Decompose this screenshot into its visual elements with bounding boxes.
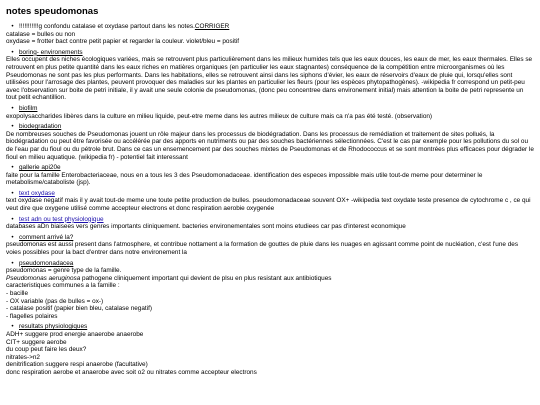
note-section: [6, 49, 534, 102]
section-title: biofilm: [19, 104, 38, 112]
section-line: donc respiration aerobe et anaerobe avec soit o2 ou nitrates comme accepteur electrons: [6, 368, 257, 376]
section-body: [6, 31, 534, 46]
section-title: resultats physiologiques: [19, 323, 88, 331]
note-section: [6, 23, 534, 46]
note-section: [6, 164, 534, 187]
section-line: text oxydase negatif mais il y avait tout-de meme une toute petite production de bulles. pseudomonadaceae souvent OX+ -wikipedia text oxydate teste presence de cytochrome c , ce qui veut dire que oxygene utilisé comme accepteur electrons et donc respiration aerobie oxygenée: [6, 197, 531, 213]
section-line: nitrates->n2: [6, 353, 40, 361]
section-body: [6, 223, 534, 231]
bullet-icon: •: [11, 189, 14, 197]
section-line: - flagelles polaires: [6, 312, 58, 320]
note-section: [6, 123, 534, 161]
section-line: CIT+ suggere aerobe: [6, 338, 67, 346]
section-title: comment arrivé la?: [19, 233, 74, 241]
section-body: [6, 56, 534, 102]
section-line: du coup peut faire les deux?: [6, 346, 87, 354]
section-body: [6, 131, 534, 161]
bullet-icon: •: [11, 104, 14, 112]
section-line: oxydase = frotter bact contre petit papier et regarder la couleur. violet/bleu = positif: [6, 38, 240, 46]
section-title: gallerie api20e: [19, 164, 61, 172]
note-section: [6, 234, 534, 257]
section-title: biodegradation: [19, 123, 62, 131]
bullet-icon: •: [11, 48, 14, 56]
section-heading: [6, 216, 534, 224]
section-title: !!!!!!!!!!!g confondu catalase et oxydase partout dans les notes.: [19, 23, 195, 30]
section-line: De nombreuses souches de Pseudomonas jouent un rôle majeur dans les processus de biodégradation. Dans les processus de remédiation et traitement de sites pollués, la biodégradation ou peut être favorisée ou accélérée par des apports en nutriments ou par des souches bactériennes sélectionnées. C'est le cas par exemple pour les pollutions du sol ou de l'eau par du fioul ou du pétrole brut. Dans ce cas un ensemencement par des souches mixtes de Pseudomonas et de Rhodococcus et se sont montrées plus efficaces pour dégrader le fioul en milieu aquatique. (wikipedia fr) - potentiel fait interessant: [6, 130, 534, 161]
bullet-icon: •: [11, 215, 14, 223]
section-body: [6, 267, 534, 320]
section-line: - bacille: [6, 290, 29, 297]
section-heading: [6, 323, 534, 331]
bullet-icon: •: [11, 323, 14, 331]
section-body: [6, 113, 534, 121]
bullet-icon: •: [11, 23, 14, 30]
note-section: [6, 216, 534, 231]
section-line: exopolysaccharides libères dans la culture en milieu liquide, peut-etre meme dans les autres milieux de culture mais ca n'a pas été testé. (observation): [6, 112, 433, 120]
section-line: pseudomonas est aussi present dans l'atmosphere, et contribue nottament a la formation de gouttes de pluie dans les nuages en agissant comme point de nucléation, c'est l'une des voies possibles pour la bact d'entrer dans notre environement la: [6, 241, 519, 257]
note-section: [6, 190, 534, 213]
section-title[interactable]: test adn ou test physiologique: [19, 215, 104, 223]
section-title[interactable]: text oxydase: [19, 189, 55, 197]
section-body: [6, 331, 534, 377]
bullet-icon: •: [11, 233, 14, 241]
section-heading: [6, 164, 534, 172]
section-heading: [6, 105, 534, 113]
note-section: [6, 323, 534, 376]
section-heading: [6, 23, 534, 31]
section-line: catalase = bulles ou non: [6, 30, 76, 38]
bullet-icon: •: [11, 123, 14, 131]
section-body: [6, 241, 534, 256]
section-line: - OX variable (pas de bulles = ox-): [6, 297, 104, 305]
section-title: boring- environements: [19, 48, 83, 56]
section-line: ADH+ suggere prod energie anaerobe anaerobe: [6, 330, 144, 338]
section-line: Pseudomonas aeruginosa pathogene cliniquement important qui devient de plsu en plus resistant aux antibiotiques: [6, 274, 332, 282]
section-body: [6, 172, 534, 187]
page-title: notes speudomonas: [6, 6, 99, 17]
section-heading: [6, 123, 534, 131]
bullet-icon: •: [11, 164, 14, 172]
section-heading: [6, 260, 534, 268]
note-section: [6, 105, 534, 120]
notes-sections: [6, 23, 534, 377]
section-heading: [6, 49, 534, 57]
section-heading: [6, 234, 534, 242]
section-title-flag: CORRIGER: [194, 23, 230, 30]
section-line: databases aDn biaisees vers genres importants cliniquement. bacteries environementales sont moins etudiees car pas d'interest economique: [6, 223, 406, 231]
bullet-icon: •: [11, 259, 14, 267]
section-heading: [6, 190, 534, 198]
section-line: - catalase positif (papier bien bleu, catalase negatif): [6, 305, 153, 313]
note-section: [6, 260, 534, 321]
section-line: pseudomonas = genre type de la famille.: [6, 267, 122, 275]
section-line: faite pour la famille Enterobacteriaceae, nous en a tous les 3 des Pseudomonadaceae. identification des especes impossible mais utile tout-de meme pour determiner le metabolisme/cataboliste (jsp).: [6, 171, 483, 187]
section-body: [6, 197, 534, 212]
section-line: Elles occupent des niches écologiques variées, mais se retrouvent plus particulièrement dans les milieux humides tels que les eaux douces, les eaux de mer, les eaux thermales. Elles se retrouvent en plus petite quantité dans les eaux riches en matières organiques (en particulier les eaux stagnantes) conséquence de la compétition entre microorganismes où les Pseudomonas ne sont pas les plus performants. Dans les habitations, elles se retrouvent ainsi dans les siphons d'évier, les eaux de réservoirs d'eaux de pluie qui, lorsqu'elles sont utilisées pour l'arrosage des plantes, peuvent provoquer des maladies sur les plantes en particulier les fleurs (pour les espèces phytopathogènes). -wikipedia fr correspond un petit-peu avec l'observation sur boite de petri initiale, il y avait une seule colonie de pseudomonas, (donc peu concentree dans environement initial) mais attention la boite de petri represente un tout petit echantillion.: [6, 56, 533, 102]
section-line: caracteristiques communes a la famille :: [6, 282, 120, 290]
section-title: pseudomonadacea: [19, 259, 74, 267]
section-line: denitrification suggere respi anaerobe (facultative): [6, 361, 148, 369]
